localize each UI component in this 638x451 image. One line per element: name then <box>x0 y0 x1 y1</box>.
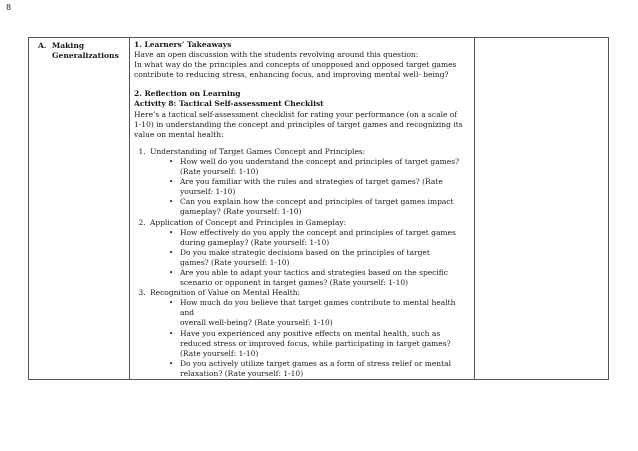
takeaways-line: In what way do the principles and concepts of unopposed and opposed target games <box>134 60 457 70</box>
section-letter: A. <box>38 41 47 50</box>
checklist-question: • How much do you believe that target games contribute to mental health and overall well-being? (Rate yourself: 1-10) <box>180 298 470 328</box>
checklist-question: • Do you make strategic decisions based on the principles of target games? (Rate yourself: 1-10) <box>180 248 470 268</box>
checklist <box>134 147 470 379</box>
checklist-section <box>148 147 470 218</box>
checklist-question: • Do you actively utilize target games as a form of stress relief or mental relaxation? (Rate yourself: 1-10) <box>180 359 470 379</box>
checklist-section-title: 1. Understanding of Target Games Concept and Principles: <box>150 146 366 156</box>
checklist-question: • How well do you understand the concept and principles of target games? (Rate yourself: 1-10) <box>180 157 470 177</box>
reflection-heading: 2. Reflection on Learning <box>134 89 241 99</box>
section-label-cell <box>29 38 130 380</box>
notes-cell <box>475 38 609 380</box>
takeaways-heading: 1. Learners’ Takeaways <box>134 40 232 49</box>
section-title-line1: Making <box>51 41 85 50</box>
checklist-question: • Have you experienced any positive effects on mental health, such as reduced stress or improved focus, while participating in target games? (Rate yourself: 1-10) <box>180 329 470 359</box>
lesson-table <box>28 37 609 380</box>
checklist-question: • Are you able to adapt your tactics and strategies based on the specific scenario or opponent in target games? (Rate yourself: 1-10) <box>180 268 470 288</box>
page-number: 8 <box>6 3 12 12</box>
checklist-section <box>148 218 470 289</box>
checklist-section <box>148 288 470 379</box>
takeaways-line: Have an open discussion with the students revolving around this question: <box>134 50 419 60</box>
activity-intro: value on mental health: <box>134 129 224 139</box>
checklist-section-title: 3. Recognition of Value on Mental Health: <box>150 288 301 298</box>
checklist-question: • Can you explain how the concept and principles of target games impact gameplay? (Rate yourself: 1-10) <box>180 197 470 217</box>
activity-intro: 1-10) in understanding the concept and principles of target games and recognizing its <box>134 119 463 129</box>
content-cell <box>130 38 475 380</box>
section-title-line2: Generalizations <box>52 51 119 60</box>
activity-title: Activity 8: Tactical Self-assessment Checklist <box>134 99 324 109</box>
table-row <box>29 38 609 380</box>
checklist-question: • Are you familiar with the rules and strategies of target games? (Rate yourself: 1-10) <box>180 177 470 197</box>
takeaways-line: contribute to reducing stress, enhancing focus, and improving mental well- being? <box>134 70 449 80</box>
checklist-question: • How effectively do you apply the concept and principles of target games during gameplay? (Rate yourself: 1-10) <box>180 228 470 248</box>
checklist-section-title: 2. Application of Concept and Principles in Gameplay: <box>150 217 347 227</box>
activity-intro: Here’s a tactical self-assessment checklist for rating your performance (on a scale of <box>134 109 458 119</box>
